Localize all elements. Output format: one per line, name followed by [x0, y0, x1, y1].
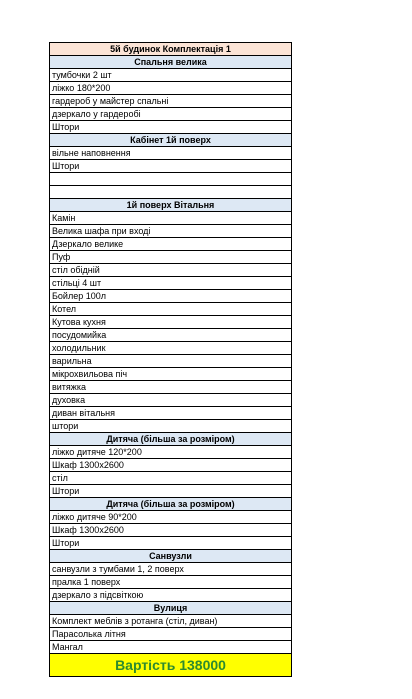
table-row — [50, 459, 292, 472]
item-cell: Велика шафа при вході — [50, 225, 292, 238]
table-row — [50, 147, 292, 160]
section-header-row — [50, 433, 292, 446]
table-row — [50, 342, 292, 355]
price-row — [50, 654, 292, 677]
item-cell: Штори — [50, 537, 292, 550]
item-cell: Кутова кухня — [50, 316, 292, 329]
table-row — [50, 186, 292, 199]
table-row — [50, 212, 292, 225]
table-row — [50, 524, 292, 537]
table-row — [50, 628, 292, 641]
table-title-row — [50, 43, 292, 56]
table-row — [50, 238, 292, 251]
table-row — [50, 576, 292, 589]
section-title: Санвузли — [50, 550, 292, 563]
section-title: Дитяча (більша за розміром) — [50, 498, 292, 511]
item-cell: Шкаф 1300х2600 — [50, 524, 292, 537]
item-cell: штори — [50, 420, 292, 433]
table-row — [50, 173, 292, 186]
item-cell: Штори — [50, 121, 292, 134]
item-cell: санвузли з тумбами 1, 2 поверх — [50, 563, 292, 576]
table-row — [50, 420, 292, 433]
table-row — [50, 225, 292, 238]
table-row — [50, 407, 292, 420]
item-cell: Шкаф 1300х2600 — [50, 459, 292, 472]
table-row — [50, 108, 292, 121]
section-header-row — [50, 550, 292, 563]
table-row — [50, 472, 292, 485]
table-row — [50, 355, 292, 368]
table-row — [50, 264, 292, 277]
item-cell: гардероб у майстер спальні — [50, 95, 292, 108]
table-row — [50, 563, 292, 576]
section-header-row — [50, 602, 292, 615]
item-cell: духовка — [50, 394, 292, 407]
item-cell: Котел — [50, 303, 292, 316]
price-cell: Вартість 138000 — [50, 654, 292, 677]
item-cell: варильна — [50, 355, 292, 368]
table-row — [50, 69, 292, 82]
section-title: Спальня велика — [50, 56, 292, 69]
section-header-row — [50, 498, 292, 511]
table-row — [50, 641, 292, 654]
table-row — [50, 615, 292, 628]
table-row — [50, 329, 292, 342]
table-row — [50, 277, 292, 290]
item-cell — [50, 186, 292, 199]
table-row — [50, 251, 292, 264]
item-cell: мікрохвильова піч — [50, 368, 292, 381]
table-row — [50, 95, 292, 108]
item-cell: Парасолька літня — [50, 628, 292, 641]
item-cell: пралка 1 поверх — [50, 576, 292, 589]
item-cell: ліжко дитяче 120*200 — [50, 446, 292, 459]
item-cell: ліжко дитяче 90*200 — [50, 511, 292, 524]
table-row — [50, 316, 292, 329]
table-row — [50, 160, 292, 173]
table-row — [50, 394, 292, 407]
table-row — [50, 485, 292, 498]
item-cell: Бойлер 100л — [50, 290, 292, 303]
item-cell: Камін — [50, 212, 292, 225]
item-cell: Дзеркало велике — [50, 238, 292, 251]
item-cell: посудомийка — [50, 329, 292, 342]
item-cell: вільне наповнення — [50, 147, 292, 160]
table-row — [50, 381, 292, 394]
item-cell: холодильник — [50, 342, 292, 355]
section-title: Вулиця — [50, 602, 292, 615]
item-cell: Мангал — [50, 641, 292, 654]
table-row — [50, 82, 292, 95]
table-title: 5й будинок Комплектація 1 — [50, 43, 292, 56]
table-row — [50, 121, 292, 134]
item-cell: Комплект меблів з ротанга (стіл, диван) — [50, 615, 292, 628]
table-row — [50, 446, 292, 459]
spec-table — [49, 42, 292, 677]
table-row — [50, 303, 292, 316]
item-cell: витяжка — [50, 381, 292, 394]
item-cell: стільці 4 шт — [50, 277, 292, 290]
table-row — [50, 511, 292, 524]
item-cell: Пуф — [50, 251, 292, 264]
item-cell: Штори — [50, 485, 292, 498]
item-cell: дзеркало з підсвіткою — [50, 589, 292, 602]
item-cell: тумбочки 2 шт — [50, 69, 292, 82]
item-cell: стіл обідній — [50, 264, 292, 277]
section-header-row — [50, 56, 292, 69]
table-row — [50, 589, 292, 602]
table-row — [50, 290, 292, 303]
item-cell: дзеркало у гардеробі — [50, 108, 292, 121]
section-title: 1й поверх Вітальня — [50, 199, 292, 212]
table-row — [50, 537, 292, 550]
section-header-row — [50, 199, 292, 212]
item-cell: диван вітальня — [50, 407, 292, 420]
item-cell: стіл — [50, 472, 292, 485]
item-cell: Штори — [50, 160, 292, 173]
table-row — [50, 368, 292, 381]
item-cell: ліжко 180*200 — [50, 82, 292, 95]
item-cell — [50, 173, 292, 186]
section-header-row — [50, 134, 292, 147]
section-title: Дитяча (більша за розміром) — [50, 433, 292, 446]
section-title: Кабінет 1й поверх — [50, 134, 292, 147]
